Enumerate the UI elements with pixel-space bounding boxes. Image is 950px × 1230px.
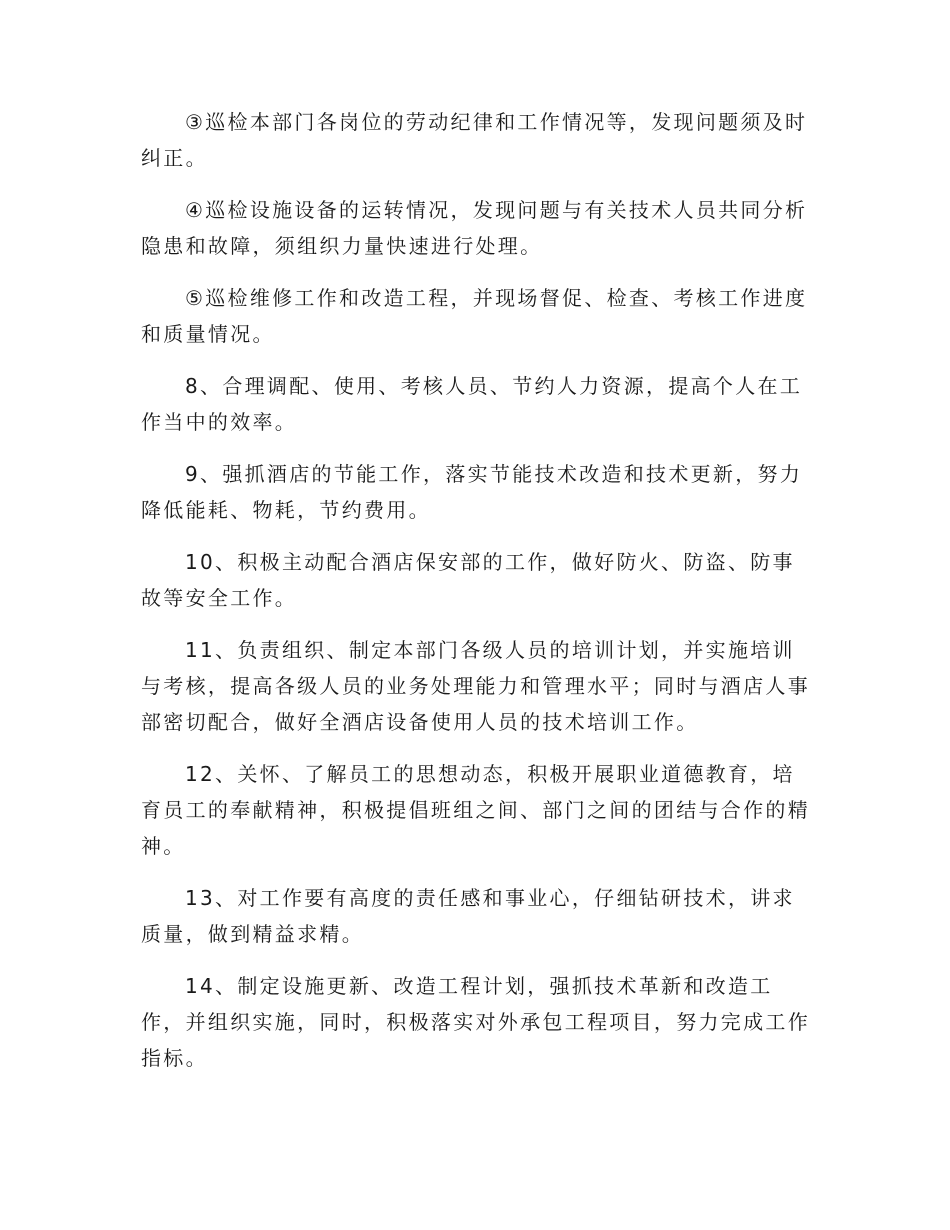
paragraph-duty-8: 8、合理调配、使用、考核人员、节约人力资源，提高个人在工作当中的效率。: [141, 374, 803, 434]
paragraph-item-4: ④巡检设施设备的运转情况，发现问题与有关技术人员共同分析隐患和故障，须组织力量快速进行处理。: [141, 198, 808, 258]
paragraph-item-5: ⑤巡检维修工作和改造工程，并现场督促、检查、考核工作进度和质量情况。: [141, 286, 808, 346]
paragraph-duty-12: 12、关怀、了解员工的思想动态，积极开展职业道德教育，培育员工的奉献精神，积极提倡班组之间、部门之间的团结与合作的精神。: [141, 762, 810, 858]
document-body: [141, 104, 811, 1092]
paragraph-duty-13: 13、对工作要有高度的责任感和事业心，仔细钻研技术，讲求质量，做到精益求精。: [141, 886, 795, 946]
paragraph-duty-9: 9、强抓酒店的节能工作，落实节能技术改造和技术更新，努力降低能耗、物耗，节约费用。: [141, 462, 803, 522]
paragraph-duty-14: 14、制定设施更新、改造工程计划，强抓技术革新和改造工作，并组织实施，同时，积极落实对外承包工程项目，努力完成工作指标。: [141, 974, 810, 1070]
paragraph-duty-11: 11、负责组织、制定本部门各级人员的培训计划，并实施培训与考核，提高各级人员的业务处理能力和管理水平；同时与酒店人事部密切配合，做好全酒店设备使用人员的技术培训工作。: [141, 638, 810, 734]
paragraph-duty-10: 10、积极主动配合酒店保安部的工作，做好防火、防盗、防事故等安全工作。: [141, 550, 795, 610]
paragraph-item-3: ③巡检本部门各岗位的劳动纪律和工作情况等，发现问题须及时纠正。: [141, 110, 808, 170]
